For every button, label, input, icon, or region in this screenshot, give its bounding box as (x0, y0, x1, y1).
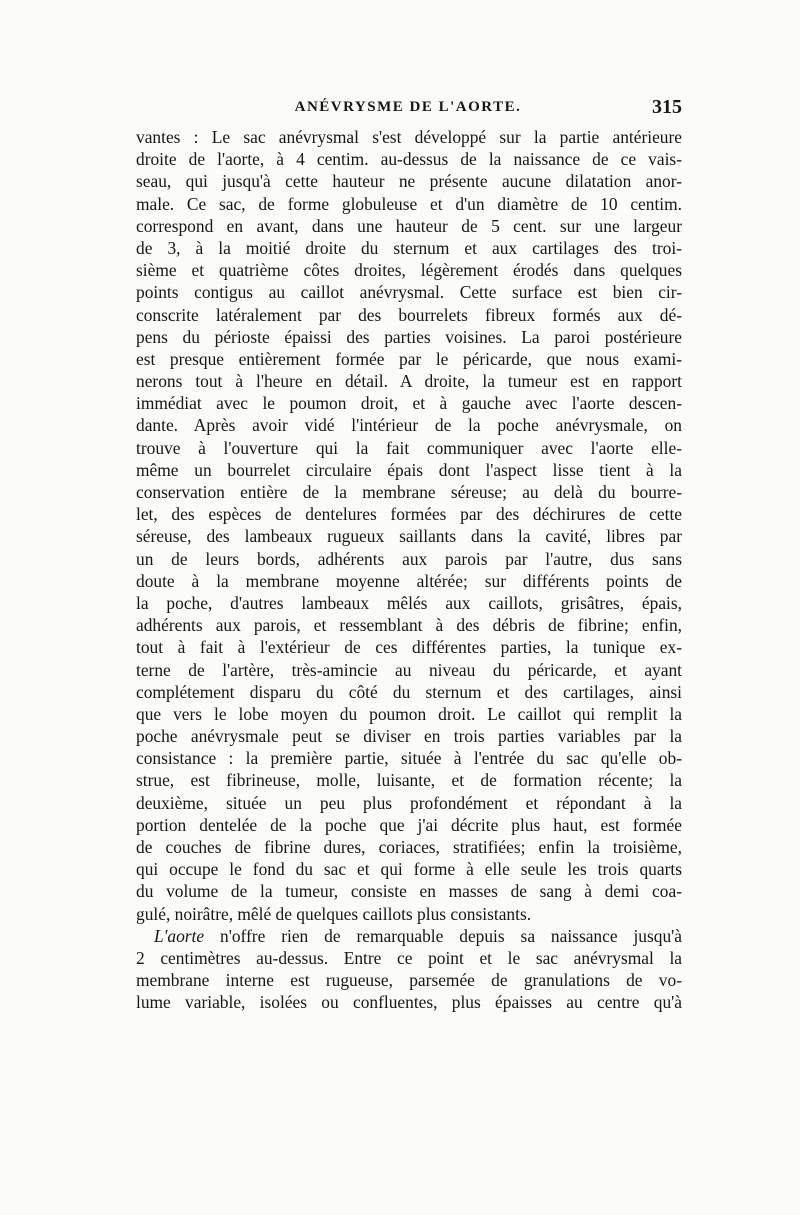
text-line: conscrite latéralement par des bourrelets fibreux formés aux dé- (136, 304, 682, 325)
text-line: seau, qui jusqu'à cette hauteur ne présente aucune dilatation anor- (136, 171, 682, 192)
text-line: membrane interne est rugueuse, parsemée de granulations de vo- (136, 970, 682, 991)
text-line: trouve à l'ouverture qui la fait communiquer avec l'aorte elle- (136, 437, 682, 458)
text-line: pens du périoste épaissi des parties voisines. La paroi postérieure (136, 326, 682, 347)
text-line: droite de l'aorte, à 4 centim. au-dessus de la naissance de ce vais- (136, 149, 682, 170)
italic-lead: L'aorte (154, 925, 205, 946)
text-line: dante. Après avoir vidé l'intérieur de la poche anévrysmale, on (136, 415, 682, 436)
text-line: strue, est fibrineuse, molle, luisante, et de formation récente; la (136, 770, 682, 791)
text-line: de couches de fibrine dures, coriaces, stratifiées; enfin la troisième, (136, 837, 682, 857)
running-title: ANÉVRYSME DE L'AORTE. (294, 99, 522, 115)
text-line: séreuse, des lambeaux rugueux saillants dans la cavité, libres par (136, 526, 682, 547)
text-line: même un bourrelet circulaire épais dont l'aspect lisse tient à la (136, 459, 682, 480)
text-line: que vers le lobe moyen du poumon droit. Le caillot qui remplit la (136, 703, 682, 724)
text-line: portion dentelée de la poche que j'ai décrite plus haut, est formée (136, 814, 682, 835)
page-number: 315 (652, 96, 682, 118)
text-line: immédiat avec le poumon droit, et à gauche avec l'aorte descen- (136, 393, 682, 414)
text-line: deuxième, située un peu plus profondément et répondant à la (136, 792, 682, 813)
text-line: lume variable, isolées ou confluentes, plus épaisses au centre qu'à (136, 992, 682, 1013)
body-text (136, 126, 682, 1014)
text-line: correspond en avant, dans une hauteur de 5 cent. sur une largeur (136, 215, 682, 236)
text-line: vantes : Le sac anévrysmal s'est développé sur la partie antérieure (136, 127, 682, 147)
text-line: adhérents aux parois, et ressemblant à des débris de fibrine; enfin, (136, 615, 682, 636)
text-line: gulé, noirâtre, mêlé de quelques caillots plus consistants. (136, 903, 532, 924)
text-line: de 3, à la moitié droite du sternum et aux cartilages des troi- (136, 237, 682, 258)
text-line: tout à fait à l'extérieur de ces différentes parties, la tunique ex- (136, 637, 682, 658)
text-line: points contigus au caillot anévrysmal. Cette surface est bien cir- (136, 282, 682, 303)
text-line: complétement disparu du côté du sternum et des cartilages, ainsi (136, 681, 682, 702)
text-line: terne de l'artère, très-amincie au niveau du péricarde, et ayant (136, 659, 682, 680)
text-line: du volume de la tumeur, consiste en masses de sang à demi coa- (136, 881, 682, 902)
text-line: poche anévrysmale peut se diviser en trois parties variables par la (136, 726, 682, 747)
text-line: 2 centimètres au-dessus. Entre ce point et le sac anévrysmal la (136, 947, 682, 968)
text-line: conservation entière de la membrane séreuse; au delà du bourre- (136, 482, 682, 502)
text-line: consistance : la première partie, située à l'entrée du sac qu'elle ob- (136, 748, 682, 769)
paragraph-first-line (136, 925, 682, 947)
text-line: est presque entièrement formée par le péricarde, que nous exami- (136, 348, 682, 369)
text-line: doute à la membrane moyenne altérée; sur différents points de (136, 570, 682, 591)
text-line: sième et quatrième côtes droites, légèrement érodés dans quelques (136, 260, 682, 281)
text-line-rest: n'offre rien de remarquable depuis sa naissance jusqu'à (204, 925, 682, 946)
text-line: nerons tout à l'heure en détail. A droite, la tumeur est en rapport (136, 371, 682, 392)
text-line: la poche, d'autres lambeaux mêlés aux caillots, grisâtres, épais, (136, 592, 682, 613)
text-line: qui occupe le fond du sac et qui forme à elle seule les trois quarts (136, 859, 682, 880)
text-line: let, des espèces de dentelures formées par des déchirures de cette (136, 504, 682, 525)
running-head (134, 96, 682, 125)
text-line: un de leurs bords, adhérents aux parois par l'autre, dus sans (136, 548, 682, 569)
text-line: male. Ce sac, de forme globuleuse et d'un diamètre de 10 centim. (136, 193, 682, 214)
